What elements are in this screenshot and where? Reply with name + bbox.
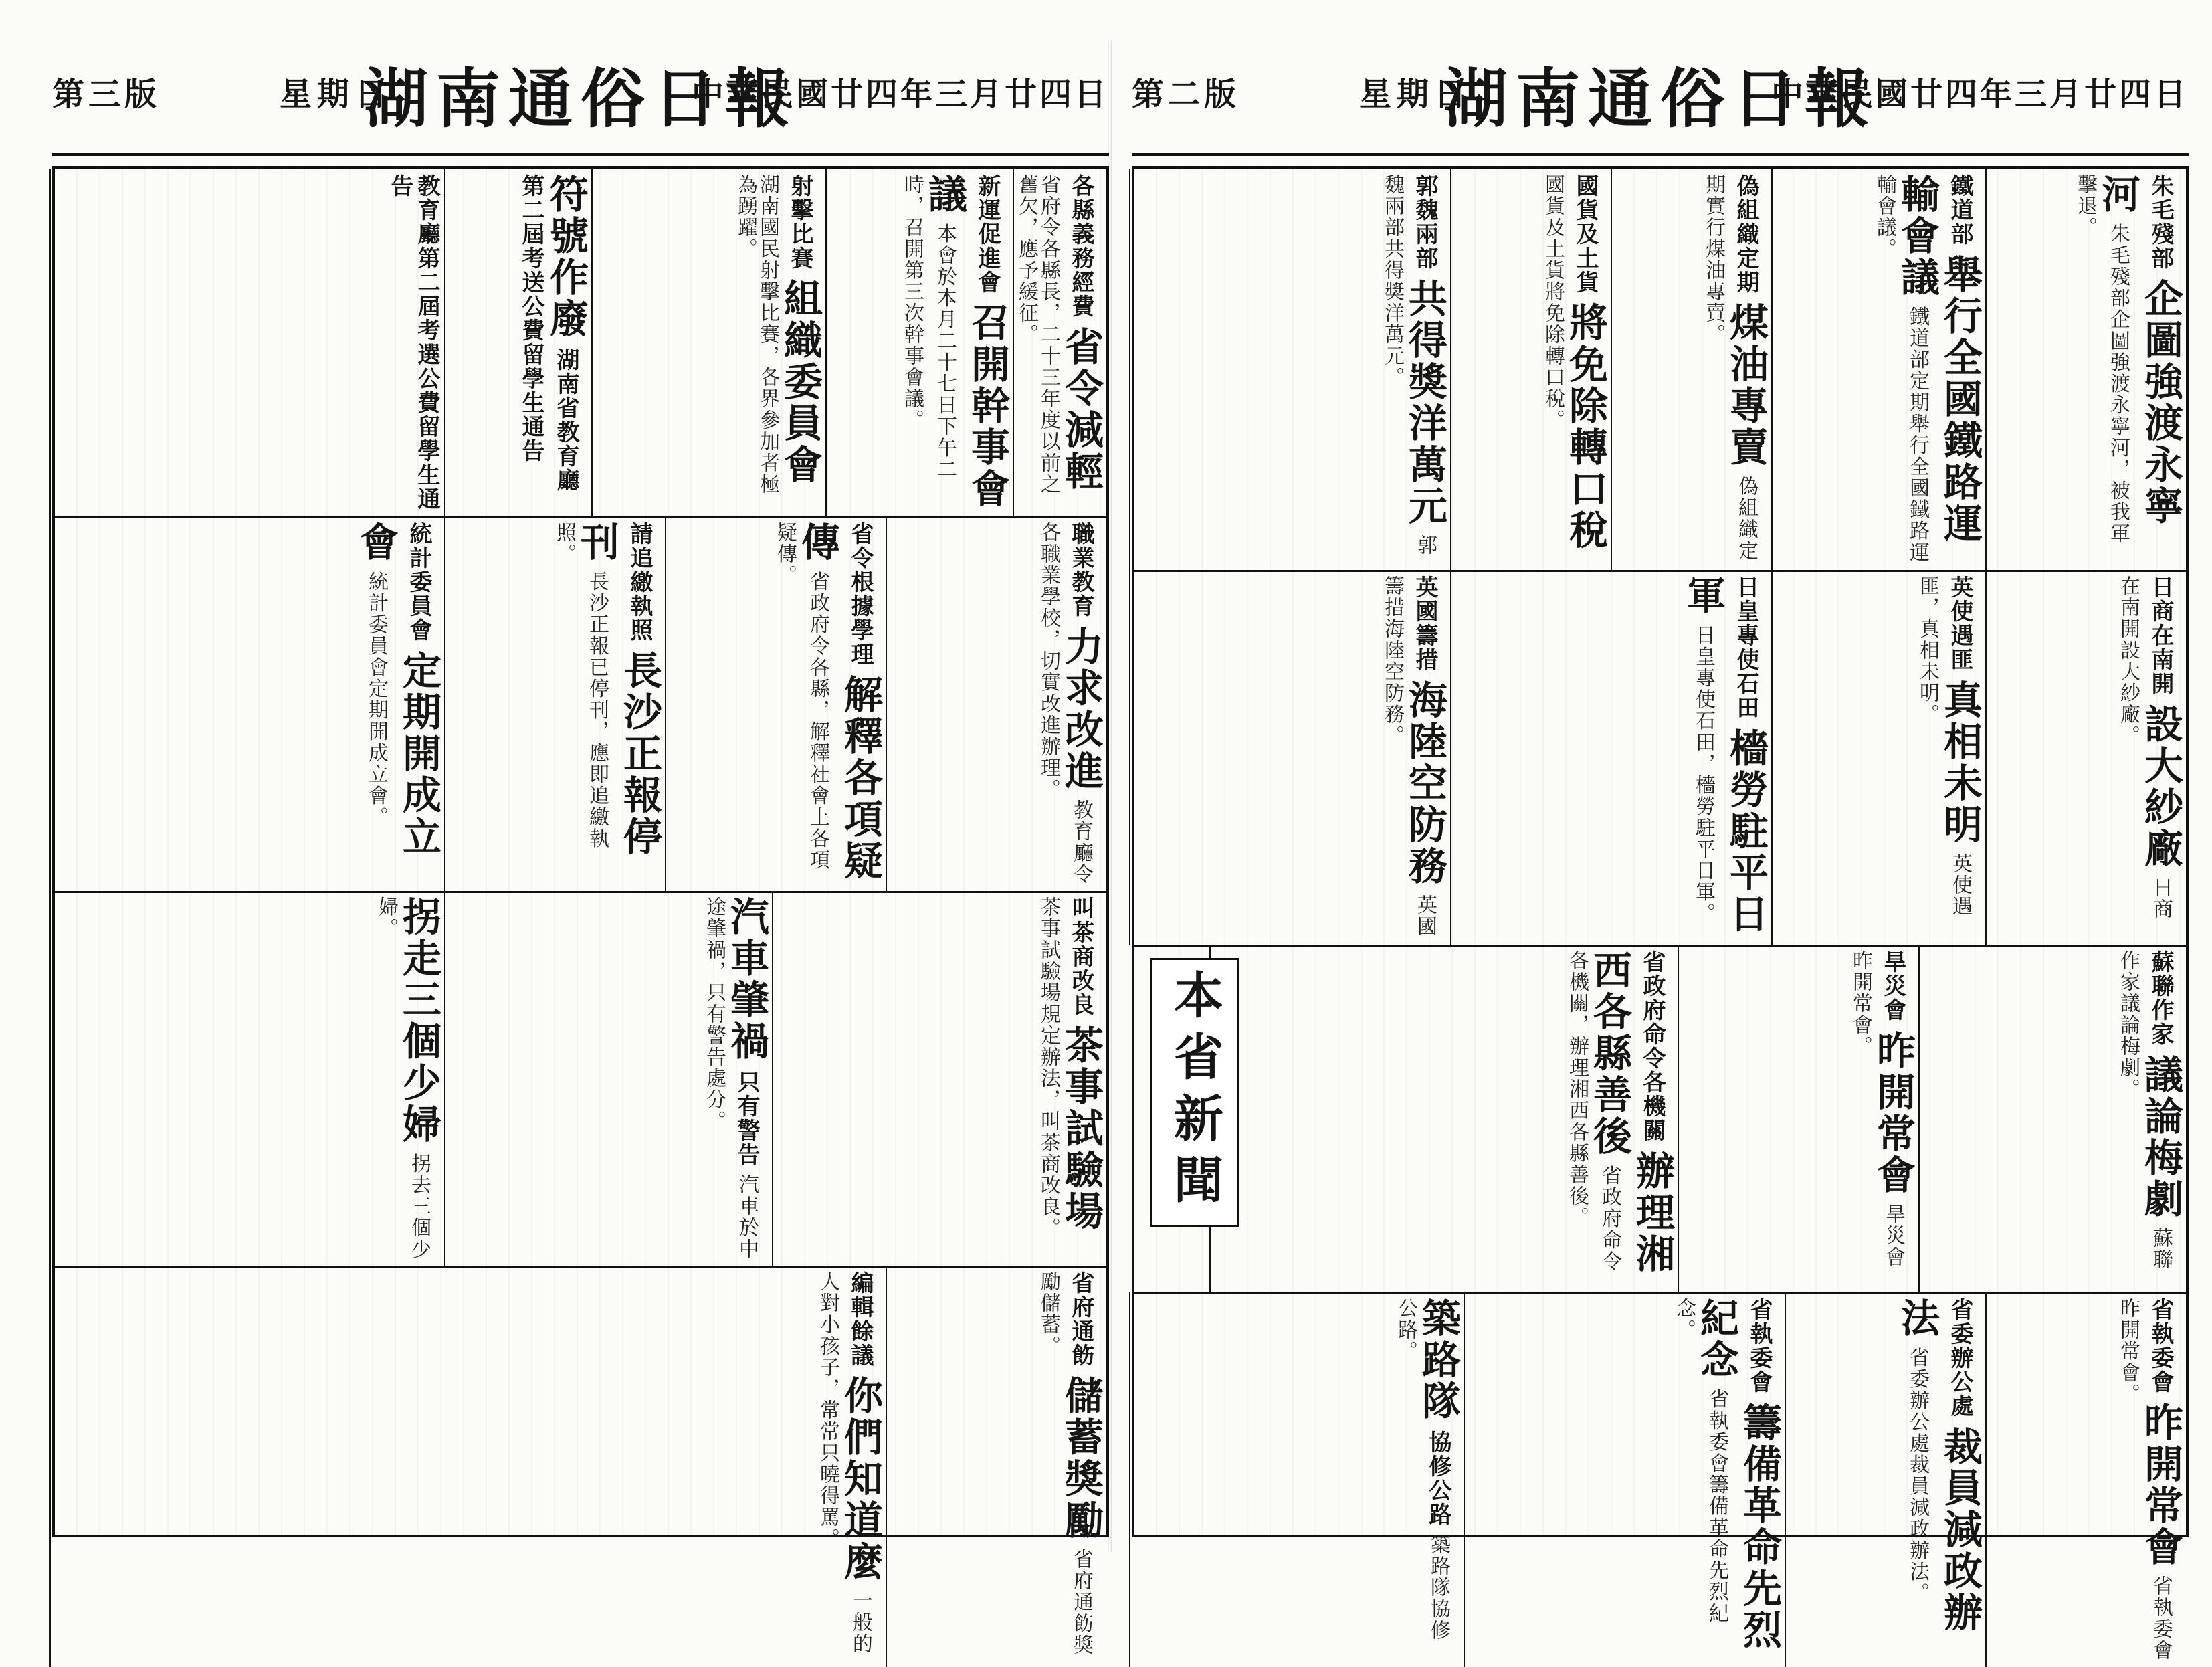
article-communist-remnants: 朱毛殘部 企圖強渡永寧河 朱毛殘部企圖強渡永寧河，被我軍擊退。: [1985, 169, 2186, 570]
article-vocational-edu: 職業教育 力求改進 教育廳令各職業學校，切實改進辦理。: [886, 516, 1106, 891]
article-staff-reduction: 省委辦公處 裁員減政辦法 省委辦公處裁員減政辦法。: [1785, 1292, 1985, 1667]
article-tea-test: 叫茶商改良 茶事試驗場 茶事試驗場規定辦法，叫茶商改良。: [772, 891, 1106, 1266]
article-car-accident: 汽車肇禍 只有警告 汽車於中途肇禍，只有警告處分。: [444, 891, 772, 1266]
article-explain-rumors: 省令根據學理 解釋各項疑傳 省政府令各縣，解釋社會上各項疑傳。: [665, 516, 886, 891]
issue-date: 中華民國廿四年三月廿四日: [1771, 76, 2189, 113]
article-exec-committee: 省執委會 昨開常會 省執委會昨開常會。: [1985, 1292, 2186, 1667]
tier-middle: [1134, 570, 2186, 947]
article-japanese-envoy: 日皇專使石田 檣勞駐平日軍 日皇專使石田，檣勞駐平日軍。: [1450, 570, 1771, 945]
tier-bottom: [1134, 1292, 2186, 1667]
boxed-notice: 教育廳第二屆考選公費留學生通告: [49, 169, 444, 516]
newspaper-page-3: [52, 39, 1109, 1656]
issue-date: 中華民國廿四年三月廿四日: [691, 76, 1109, 113]
masthead: [52, 39, 1109, 156]
article-editorial: 編輯餘議 你們知道麼 一般的人對小孩子，常常只曉得罵。: [49, 1266, 886, 1667]
article-drought-meeting: 旱災會 昨開常會 旱災會昨開常會。: [1678, 945, 1918, 1292]
edition-label: 第二版: [1132, 76, 1241, 113]
page-body: [1132, 166, 2189, 1662]
masthead: [1132, 39, 2189, 156]
article-reward: 郭魏兩部 共得獎洋萬元 郭魏兩部共得獎洋萬元。: [1129, 169, 1450, 570]
article-kerosene-monopoly: 偽組織定期 煤油專賣 偽組織定期實行煤油專賣。: [1611, 169, 1771, 570]
article-railway-meeting: 鐵道部 舉行全國鐵路運輸會議 鐵道部定期舉行全國鐵路運輸會議。: [1771, 169, 1985, 570]
newspaper-title: 湖南通俗日報: [364, 61, 797, 136]
page-body: [52, 166, 1109, 1656]
newspaper-page-2: [1132, 39, 2189, 1662]
tier-top: [1134, 169, 2186, 572]
tier-lower: [1134, 945, 2186, 1294]
article-road-crew: 築路隊 協修公路 築路隊協修公路。: [1129, 1292, 1464, 1667]
article-statistics-committee: 統計委員會 定期開成立會 統計委員會定期開成立會。: [49, 516, 444, 891]
article-savings: 省府通飭 儲蓄獎勵 省府通飭獎勵儲蓄。: [886, 1266, 1106, 1667]
weekday-label: 星期日: [280, 76, 393, 113]
article-provincial-reduce: 各縣義務經費 省令減輕 省府令各縣長，二十三年度以前之舊欠，應予緩征。: [1013, 169, 1106, 516]
weekday-label: 星期日: [1359, 76, 1472, 113]
article-kidnap: 拐走三個少婦 拐去三個少婦。: [49, 891, 444, 1266]
tier-lower: [55, 891, 1106, 1268]
article-western-hunan: 省政府命令各機關 辦理湘西各縣善後 省政府命令各機關，辦理湘西各縣善後。: [1209, 945, 1678, 1292]
article-special-feature: 符號作廢 湖南省教育廳第二屆考送公費留學生通告: [444, 169, 591, 516]
tier-bottom: [55, 1266, 1106, 1667]
article-changsha-paper: 請追繳執照 長沙正報停刊 長沙正報已停刊，應即追繳執照。: [444, 516, 665, 891]
article-cotton-mill: 日商在南開 設大紗廠 日商在南開設大紗廠。: [1985, 570, 2186, 945]
tier-middle: [55, 516, 1106, 893]
edition-label: 第三版: [52, 76, 161, 113]
section-label-local-news: 本省新聞: [1150, 958, 1239, 1227]
article-martyrs-memorial: 省執委會 籌備革命先烈紀念 省執委會籌備革命先烈紀念。: [1464, 1292, 1785, 1667]
article-transit-tax: 國貨及土貨 將免除轉口稅 國貨及土貨將免除轉口稅。: [1450, 169, 1611, 570]
newspaper-title: 湖南通俗日報: [1443, 61, 1877, 136]
tier-top: [55, 169, 1106, 518]
article-british-envoy: 英使遇匪 真相未明 英使遇匪，真相未明。: [1771, 570, 1985, 945]
article-new-life-meeting: 新運促進會 召開幹事會議 本會於本月二十七日下午二時，召開第三次幹事會議。: [825, 169, 1013, 516]
article-british-defense: 英國籌措 海陸空防務 英國籌措海陸空防務。: [1129, 570, 1450, 945]
article-soviet-writers: 蘇聯作家 議論梅劇 蘇聯作家議論梅劇。: [1918, 945, 2186, 1292]
article-shooting-committee: 射擊比賽 組織委員會 湖南國民射擊比賽，各界參加者極為踴躍。: [591, 169, 825, 516]
